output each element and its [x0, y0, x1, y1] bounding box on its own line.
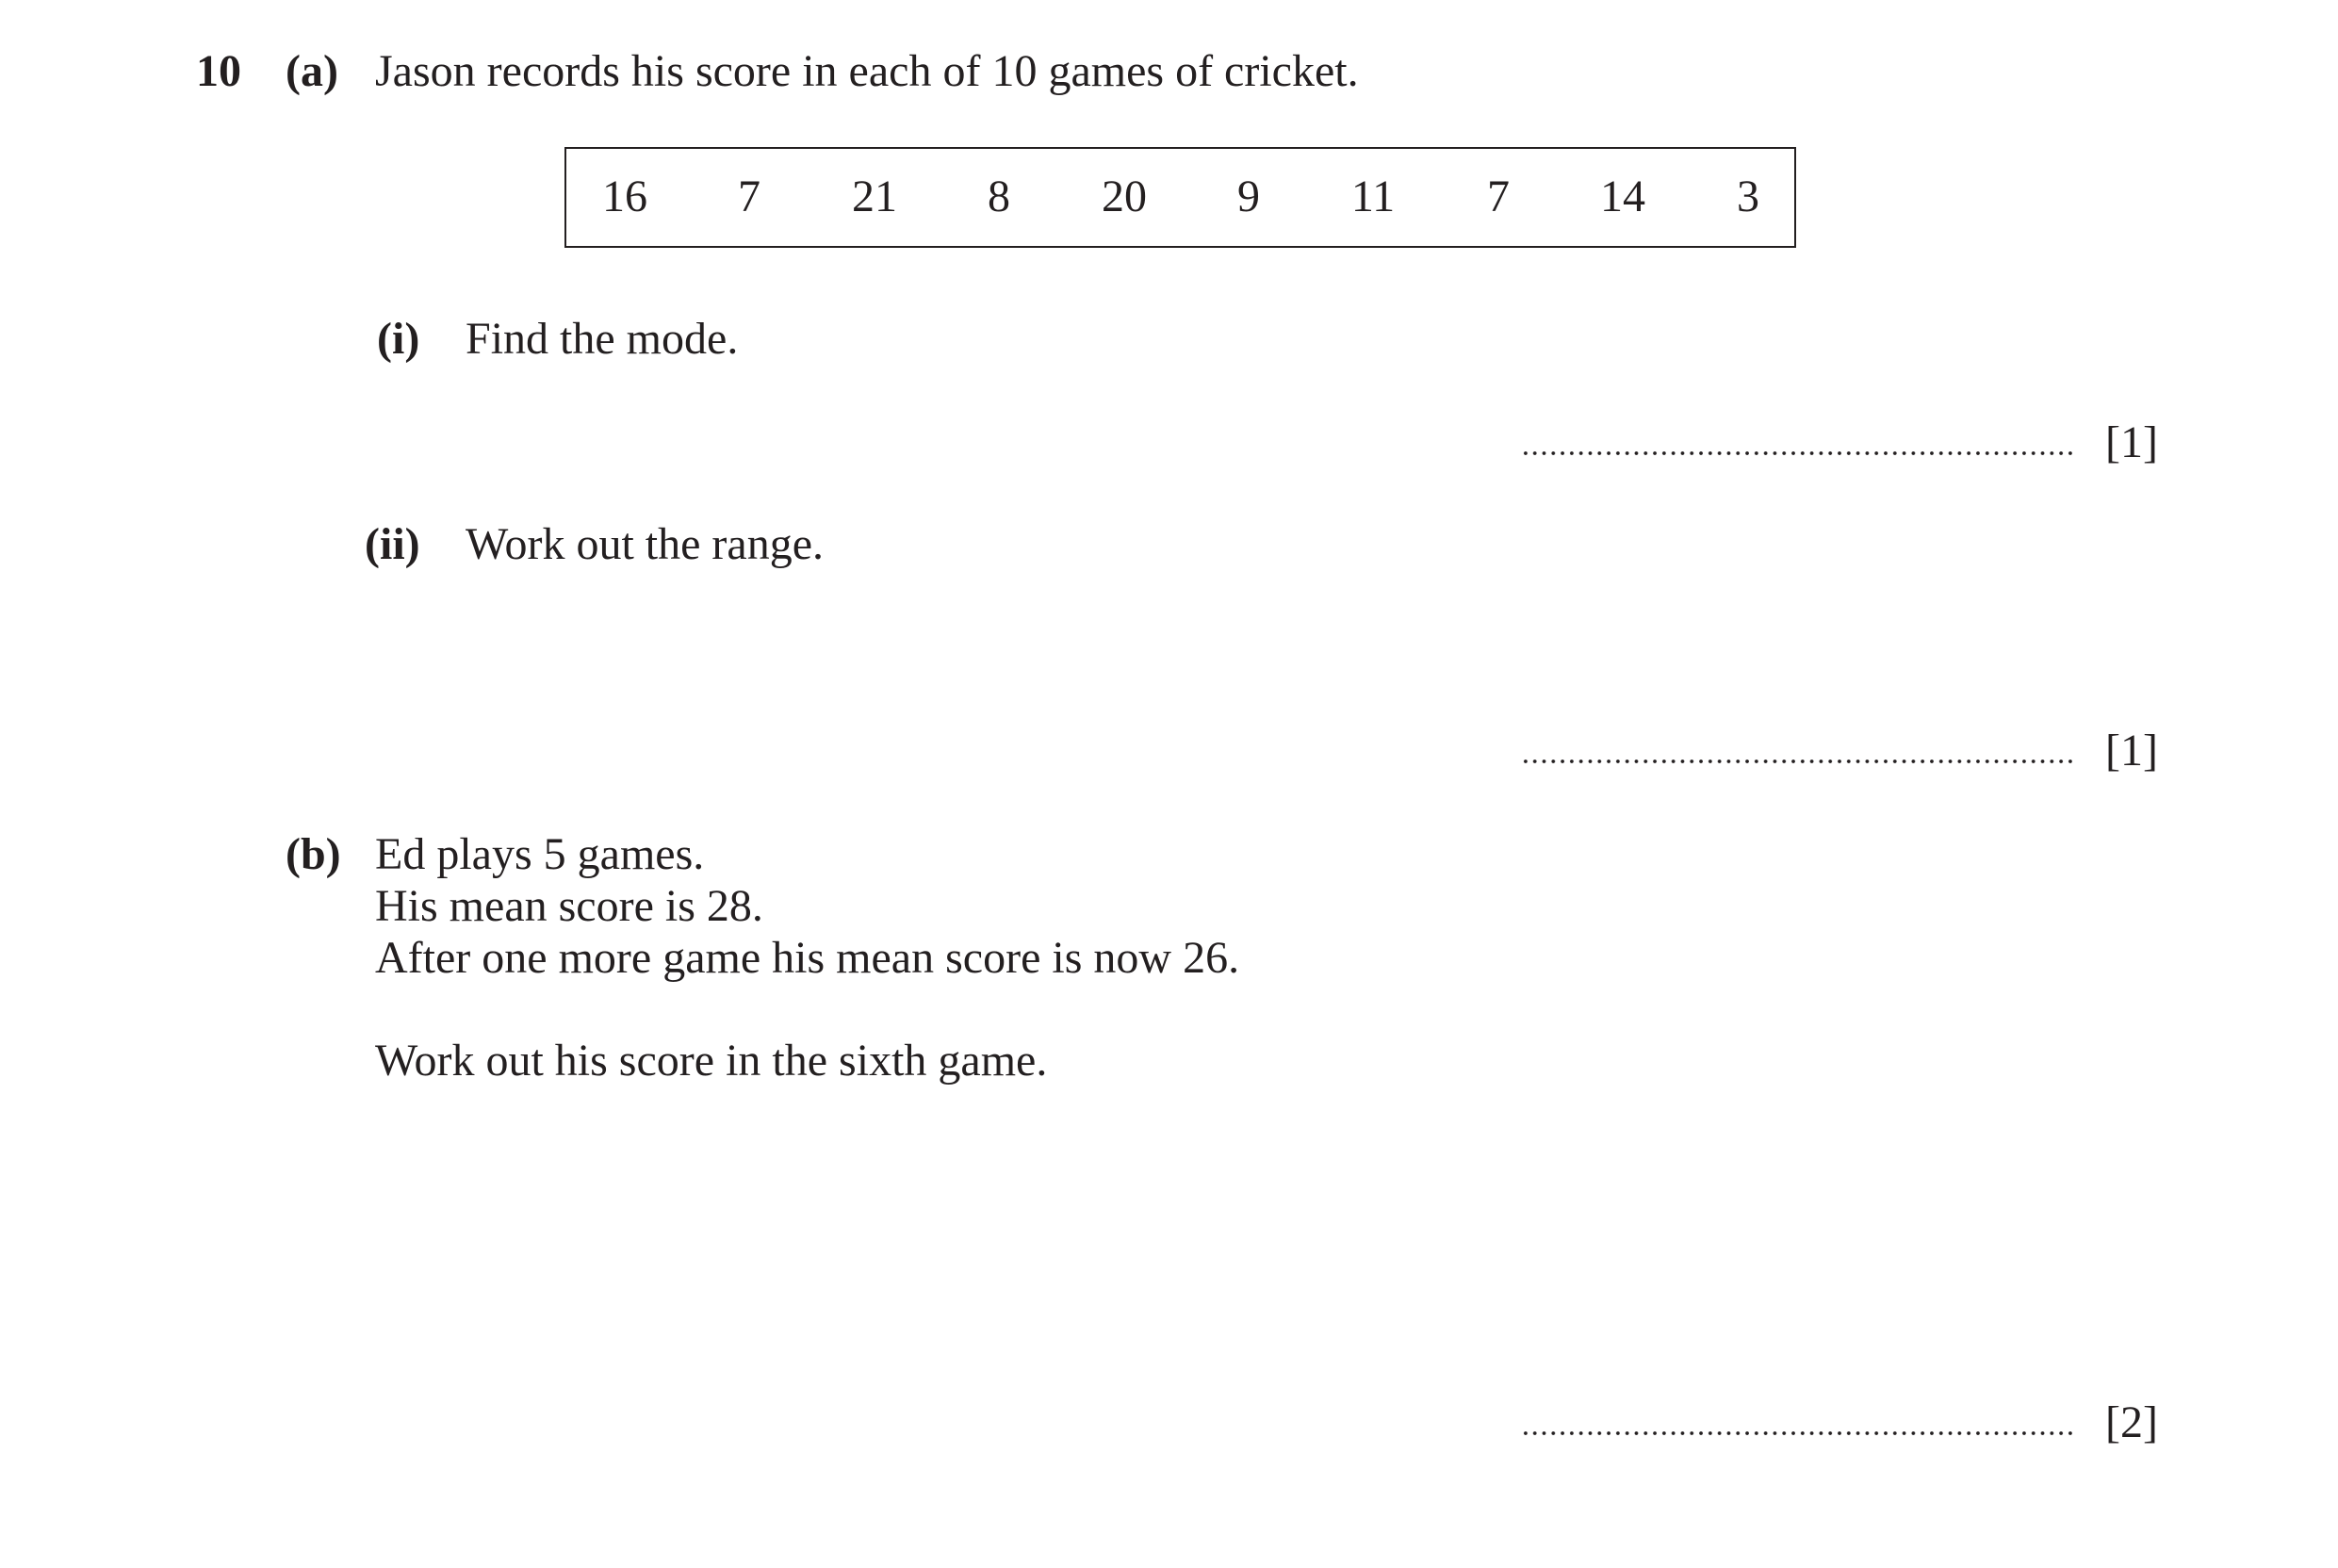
- sub-i-text: Find the mode.: [466, 314, 739, 364]
- part-a-stem: Jason records his score in each of 10 games of cricket.: [375, 46, 1359, 96]
- sub-i-label: (i): [377, 314, 420, 364]
- question-number: 10: [196, 46, 241, 96]
- score-cell: 21: [852, 172, 897, 221]
- score-cell: 8: [988, 172, 1010, 221]
- score-cell: 3: [1737, 172, 1759, 221]
- sub-ii-label: (ii): [365, 519, 420, 569]
- marks-b: [2]: [2105, 1397, 2158, 1447]
- part-b-line-3: After one more game his mean score is now 26.: [375, 933, 1240, 983]
- score-cell: 7: [1487, 172, 1510, 221]
- answer-line-b[interactable]: [1521, 1430, 2075, 1436]
- part-b-label: (b): [286, 829, 341, 879]
- answer-line-i[interactable]: [1521, 450, 2075, 456]
- part-a-label: (a): [286, 46, 338, 96]
- scores-table: [564, 147, 1796, 248]
- score-cell: 16: [602, 172, 647, 221]
- score-cell: 11: [1350, 172, 1396, 221]
- sub-ii-text: Work out the range.: [466, 519, 825, 569]
- score-cell: 7: [738, 172, 760, 221]
- marks-i: [1]: [2105, 417, 2158, 467]
- part-b-instruction: Work out his score in the sixth game.: [375, 1036, 1048, 1086]
- score-cell: 9: [1237, 172, 1260, 221]
- marks-ii: [1]: [2105, 726, 2158, 776]
- score-cell: 20: [1102, 172, 1147, 221]
- part-b-line-1: Ed plays 5 games.: [375, 829, 705, 879]
- part-b-line-2: His mean score is 28.: [375, 881, 763, 931]
- score-cell: 14: [1600, 172, 1645, 221]
- answer-line-ii[interactable]: [1521, 759, 2075, 764]
